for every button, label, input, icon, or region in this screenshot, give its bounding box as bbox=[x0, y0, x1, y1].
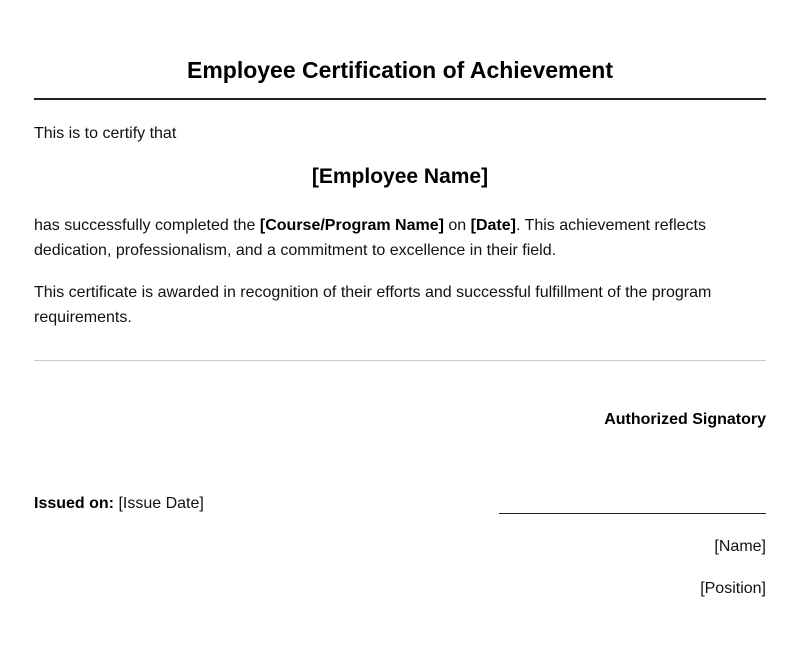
certificate-title: Employee Certification of Achievement bbox=[186, 57, 614, 83]
signatory-name: [Name] bbox=[714, 538, 766, 555]
course-name: [Course/Program Name] bbox=[259, 217, 444, 234]
recognition-paragraph: This certificate is awarded in recognition of their efforts and successful fulfillment of the program requirements. bbox=[34, 284, 712, 326]
completion-date: [Date] bbox=[470, 217, 516, 234]
completion-paragraph bbox=[34, 213, 766, 263]
signature-line bbox=[499, 513, 766, 514]
title-divider bbox=[34, 98, 766, 100]
completion-suffix: . This achievement reflects dedication, professionalism, and a commitment to excellence in their field. bbox=[34, 217, 706, 259]
employee-name: [Employee Name] bbox=[311, 165, 489, 188]
signatory-heading: Authorized Signatory bbox=[604, 411, 766, 428]
intro-text: This is to certify that bbox=[34, 125, 177, 142]
issued-label: Issued on: bbox=[34, 495, 115, 512]
section-divider bbox=[34, 360, 766, 361]
issued-on bbox=[34, 494, 204, 514]
completion-middle: on bbox=[443, 217, 471, 234]
issue-date: [Issue Date] bbox=[118, 495, 204, 512]
completion-prefix: has successfully completed the bbox=[34, 217, 260, 234]
signatory-position: [Position] bbox=[700, 580, 766, 597]
